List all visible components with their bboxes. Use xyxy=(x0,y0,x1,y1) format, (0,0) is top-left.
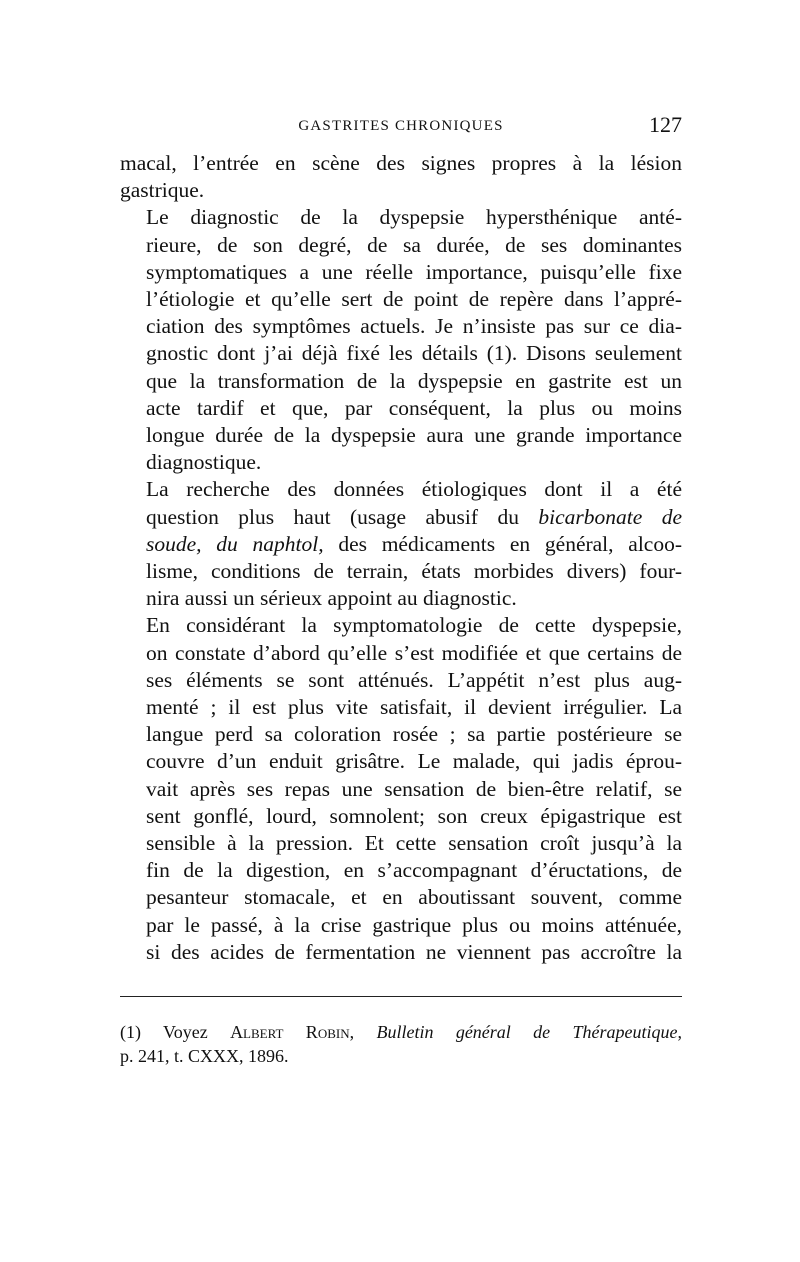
text-line: symptomatiques a une réelle importance, puisqu’elle fixe xyxy=(146,259,682,284)
page-number: 127 xyxy=(649,112,682,137)
text-line: pesanteur stomacale, et en aboutissant souvent, comme xyxy=(146,885,682,910)
text-line xyxy=(120,504,682,531)
text-line: couvre d’un enduit grisâtre. Le malade, qui jadis éprou- xyxy=(146,749,682,774)
text-line xyxy=(120,531,682,558)
footnote-title: Bulletin général de Thérapeutique xyxy=(376,1022,678,1042)
text-line: par le passé, à la crise gastrique plus ou moins atténuée, xyxy=(146,912,682,937)
text-line: langue perd sa coloration rosée ; sa partie postérieure se xyxy=(146,722,682,747)
text-line: gastrique. xyxy=(120,178,205,203)
text-line: on constate d’abord qu’elle s’est modifiée et que certains de xyxy=(146,640,682,665)
footnote xyxy=(120,1020,682,1068)
text-run: question plus haut (usage abusif du xyxy=(146,504,539,529)
running-title: GASTRITES CHRONIQUES xyxy=(298,118,504,134)
text-line: diagnostique. xyxy=(146,450,262,475)
text-line: ses éléments se sont atténués. L’appétit n’est plus aug- xyxy=(146,667,682,692)
running-head xyxy=(120,112,682,142)
text-line: si des acides de fermentation ne viennent pas accroître la xyxy=(146,939,682,964)
italic-run: soude, du naphtol, xyxy=(146,531,324,556)
text-line: longue durée de la dyspepsie aura une grande importance xyxy=(146,423,682,448)
text-line: rieure, de son degré, de sa durée, de ses dominantes xyxy=(146,232,682,257)
text-line: macal, l’entrée en scène des signes propres à la lésion xyxy=(120,151,682,175)
footnote-line: p. 241, t. CXXX, 1896. xyxy=(120,1046,289,1066)
footnote-punct: , xyxy=(677,1022,683,1042)
paragraph-symptomatology xyxy=(120,612,682,966)
text-line: sensible à la pression. Et cette sensation croît jusqu’à la xyxy=(146,831,682,856)
text-line: que la transformation de la dyspepsie en gastrite est un xyxy=(146,368,682,393)
footnote-line xyxy=(120,1020,682,1044)
footnote-marker: (1) Voyez xyxy=(120,1022,231,1042)
text-line: gnostic dont j’ai déjà fixé les détails (1). Disons seulement xyxy=(146,341,682,366)
paragraph-etiology xyxy=(120,476,682,612)
body-text xyxy=(120,150,682,966)
text-line: menté ; il est plus vite satisfait, il devient irrégulier. La xyxy=(146,695,682,720)
text-line: vait après ses repas une sensation de bien-être relatif, se xyxy=(146,776,682,801)
text-line: fin de la digestion, en s’accompagnant d’éructations, de xyxy=(146,858,682,883)
footnote-separator-text: , xyxy=(349,1022,377,1042)
text-line: La recherche des données étiologiques dont il a été xyxy=(146,477,682,502)
text-line: En considérant la symptomatologie de cette dyspepsie, xyxy=(146,613,682,638)
footnote-separator xyxy=(120,996,682,997)
text-line: sent gonflé, lourd, somnolent; son creux épigastrique est xyxy=(146,803,682,828)
italic-run: bicarbonate de xyxy=(538,504,682,529)
footnote-author: Albert Robin xyxy=(230,1022,350,1042)
text-line: l’étiologie et qu’elle sert de point de repère dans l’appré- xyxy=(146,287,682,312)
text-line: nira aussi un sérieux appoint au diagnostic. xyxy=(146,586,517,611)
text-run: des médicaments en général, alcoo- xyxy=(323,531,682,556)
text-line: Le diagnostic de la dyspepsie hypersthénique anté- xyxy=(146,205,682,230)
text-line: lisme, conditions de terrain, états morbides divers) four- xyxy=(146,559,682,584)
text-line: ciation des symptômes actuels. Je n’insiste pas sur ce dia- xyxy=(146,314,682,339)
paragraph-diagnostic xyxy=(120,204,682,476)
paragraph-continuation xyxy=(120,150,682,204)
text-line: acte tardif et que, par conséquent, la plus ou moins xyxy=(146,395,682,420)
